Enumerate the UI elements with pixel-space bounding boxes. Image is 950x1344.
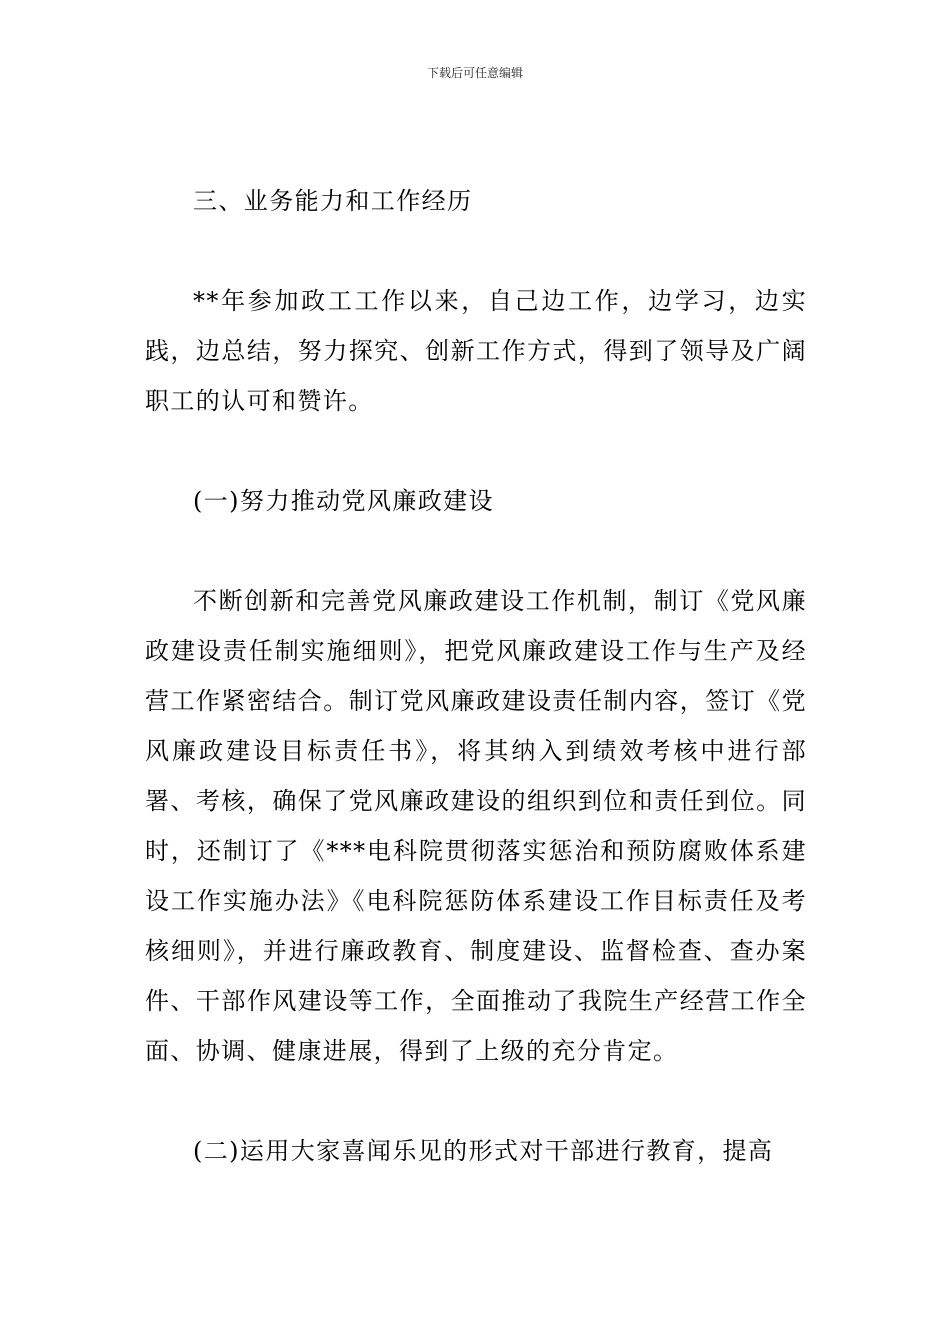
- document-body: [145, 176, 807, 1176]
- body-paragraph-1: 不断创新和完善党风廉政建设工作机制，制订《党风廉政建设责任制实施细则》，把党风廉政建设工作与生产及经营工作紧密结合。制订党风廉政建设责任制内容，签订《党风廉政建设目标责任书》，将其纳入到绩效考核中进行部署、考核，确保了党风廉政建设的组织到位和责任到位。同时，还制订了《***电科院贯彻落实惩治和预防腐败体系建设工作实施办法》《电科院惩防体系建设工作目标责任及考核细则》，并进行廉政教育、制度建设、监督检查、查办案件、干部作风建设等工作，全面推动了我院生产经营工作全面、协调、健康进展，得到了上级的充分肯定。: [145, 587, 807, 1065]
- intro-paragraph: **年参加政工工作以来，自己边工作，边学习，边实践，边总结，努力探究、创新工作方式，得到了领导及广阔职工的认可和赞许。: [145, 287, 807, 415]
- section-heading: 三、业务能力和工作经历: [193, 187, 473, 215]
- sub-heading-1: (一)努力推动党风廉政建设: [193, 487, 494, 515]
- sub-heading-2: (二)运用大家喜闻乐见的形式对干部进行教育，提高: [193, 1137, 774, 1165]
- page-header-note: 下载后可任意编辑: [426, 66, 523, 80]
- paragraph-gap: [145, 426, 807, 476]
- paragraph-gap: [145, 1076, 807, 1126]
- paragraph-gap: [145, 526, 807, 576]
- paragraph-gap: [145, 226, 807, 276]
